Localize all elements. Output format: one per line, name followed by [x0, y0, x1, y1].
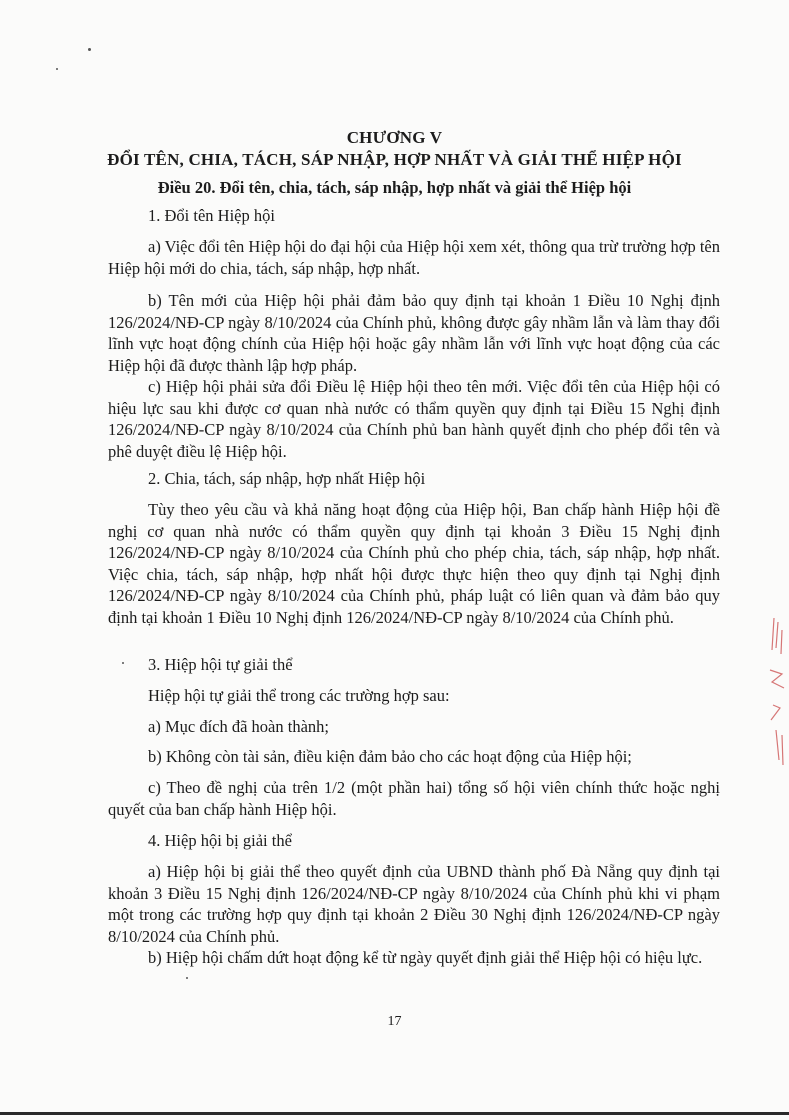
paragraph-2: Tùy theo yêu cầu và khả năng hoạt động của Hiệp hội, Ban chấp hành Hiệp hội đề nghị cơ quan nhà nước có thẩm quyền quy định tại khoản 3 Điều 15 Nghị định 126/2024/NĐ-CP ngày 8/10/2024 của Chính phủ cho phép chia, tách, sáp nhập, hợp nhất. Việc chia, tách, sáp nhập, hợp nhất hội được thực hiện theo quy định tại Nghị định 126/2024/NĐ-CP ngày 8/10/2024 của Chính phủ, pháp luật có liên quan và đảm bảo quy định tại khoản 1 Điều 10 Nghị định 126/2024/NĐ-CP ngày 8/10/2024 của Chính phủ. [108, 500, 720, 627]
paragraph-3c: c) Theo đề nghị của trên 1/2 (một phần hai) tổng số hội viên chính thức hoặc nghị quyết của ban chấp hành Hiệp hội. [108, 778, 720, 819]
section-1-heading: 1. Đổi tên Hiệp hội [148, 206, 275, 225]
paragraph-1c: c) Hiệp hội phải sửa đổi Điều lệ Hiệp hội theo tên mới. Việc đổi tên của Hiệp hội có hiệu lực sau khi được cơ quan nhà nước có thẩm quyền quy định tại Điều 15 Nghị định 126/2024/NĐ-CP ngày 8/10/2024 của Chính phủ ban hành quyết định cho phép đổi tên và phê duyệt điều lệ Hiệp hội. [108, 377, 720, 461]
stamp-edge-icon [752, 610, 789, 770]
paragraph-1b: b) Tên mới của Hiệp hội phải đảm bảo quy định tại khoản 1 Điều 10 Nghị định 126/2024/NĐ-CP ngày 8/10/2024 của Chính phủ, không được gây nhầm lẫn và làm thay đổi lĩnh vực hoạt động chính của Hiệp hội hoặc gây nhầm lẫn với lĩnh vực hoạt động của các Hiệp hội đã được thành lập hợp pháp. [108, 291, 720, 375]
paragraph-3b: b) Không còn tài sản, điều kiện đảm bảo cho các hoạt động của Hiệp hội; [148, 747, 632, 766]
article-heading: Điều 20. Đổi tên, chia, tách, sáp nhập, hợp nhất và giải thể Hiệp hội [157, 178, 632, 197]
paragraph-3-intro: Hiệp hội tự giải thể trong các trường hợp sau: [148, 686, 450, 705]
chapter-title: ĐỔI TÊN, CHIA, TÁCH, SÁP NHẬP, HỢP NHẤT VÀ GIẢI THỂ HIỆP HỘI [107, 150, 682, 169]
page-number: 17 [387, 1014, 402, 1029]
scan-speck [56, 68, 58, 70]
scan-speck [122, 662, 124, 664]
section-4-heading: 4. Hiệp hội bị giải thể [148, 831, 292, 850]
section-2-heading: 2. Chia, tách, sáp nhập, hợp nhất Hiệp hội [148, 469, 426, 488]
scan-edge-line [0, 1112, 789, 1115]
scan-speck [88, 48, 91, 51]
paragraph-4b: b) Hiệp hội chấm dứt hoạt động kể từ ngày quyết định giải thể Hiệp hội có hiệu lực. [148, 948, 703, 967]
paragraph-1a: a) Việc đổi tên Hiệp hội do đại hội của Hiệp hội xem xét, thông qua trừ trường hợp tên Hiệp hội mới do chia, tách, sáp nhập, hợp nhất. [108, 237, 720, 278]
paragraph-4a: a) Hiệp hội bị giải thể theo quyết định của UBND thành phố Đà Nẵng quy định tại khoản 3 Điều 15 Nghị định 126/2024/NĐ-CP ngày 8/10/2024 của Chính phủ khi vi phạm một trong các trường hợp quy định tại khoản 2 Điều 30 Nghị định 126/2024/NĐ-CP ngày 8/10/2024 của Chính phủ. [108, 862, 720, 946]
chapter-number: CHƯƠNG V [346, 128, 443, 147]
paragraph-3a: a) Mục đích đã hoàn thành; [148, 717, 329, 736]
section-3-heading: 3. Hiệp hội tự giải thể [148, 655, 293, 674]
scan-speck [186, 977, 188, 979]
